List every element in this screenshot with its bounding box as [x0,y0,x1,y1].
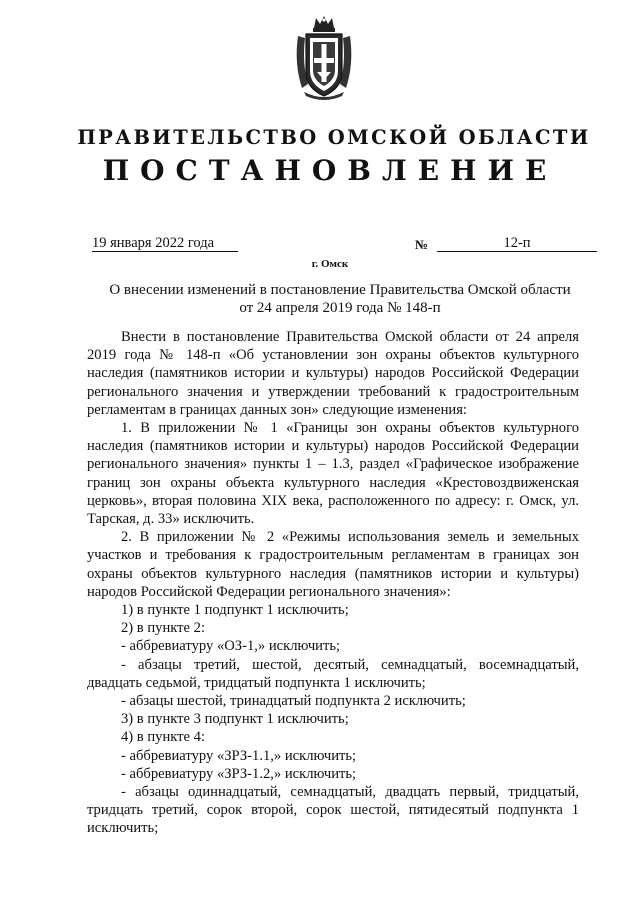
subject-line-2: от 24 апреля 2019 года № 148-п [239,300,441,316]
document-subject [40,281,640,317]
body-paragraph: - абзацы одиннадцатый, семнадцатый, двадцать первый, тридцатый, тридцать третий, сорок второй, сорок шестой, пятидесятый подпункта 1 исключить; [87,784,579,837]
body-paragraph: 2) в пункте 2: [121,620,206,637]
coat-of-arms-emblem [292,14,356,100]
body-paragraph: - аббревиатуру «ЗРЗ-1.2,» исключить; [121,765,357,782]
government-title: ПРАВИТЕЛЬСТВО ОМСКОЙ ОБЛАСТИ [77,126,591,149]
document-body [87,328,579,838]
city-label: г. Омск [311,258,349,270]
document-type-title: ПОСТАНОВЛЕНИЕ [102,154,558,187]
body-paragraph: 1. В приложении № 1 «Границы зон охраны объектов культурного наследия (памятников истории и культуры) народов Российской Федерации регионального значения» пункты 1 – 1.3, раздел «Графическое изображение границ зон охраны объекта культурного наследия «Крестовоздвиженская церковь», вторая половина XIX века, расположенного по адресу: г. Омск, ул. Тарская, д. 33» исключить. [87,420,579,528]
body-paragraph: 1) в пункте 1 подпункт 1 исключить; [121,602,349,619]
body-paragraph: - абзацы шестой, тринадцатый подпункта 2 исключить; [121,693,466,710]
body-paragraph: 4) в пункте 4: [121,729,206,746]
body-paragraph: Внести в постановление Правительства Омской области от 24 апреля 2019 года № 148-п «Об установлении зон охраны объектов культурного наследия (памятников истории и культуры) народов Российской Федерации регионального значения и утверждении требований к градостроительным регламентам в границах данных зон» следующие изменения: [87,329,579,418]
subject-line-1: О внесении изменений в постановление Правительства Омской области [109,282,571,298]
body-paragraph: - аббревиатуру «ОЗ-1,» исключить; [121,638,341,655]
body-paragraph: 3) в пункте 3 подпункт 1 исключить; [121,711,349,728]
body-paragraph: 2. В приложении № 2 «Режимы использования земель и земельных участков и требования к градостроительным регламентам в границах зон охраны объектов культурного наследия (памятников истории и культуры) народов Российской Федерации регионального значения»: [87,529,579,600]
number-sign: № [415,237,429,252]
body-paragraph: - аббревиатуру «ЗРЗ-1.1,» исключить; [121,747,357,764]
body-paragraph: - абзацы третий, шестой, десятый, семнадцатый, восемнадцатый, двадцать седьмой, тридцатый подпункта 1 исключить; [87,656,579,691]
document-number: 12-п [437,235,597,252]
document-date: 19 января 2022 года [92,235,238,252]
